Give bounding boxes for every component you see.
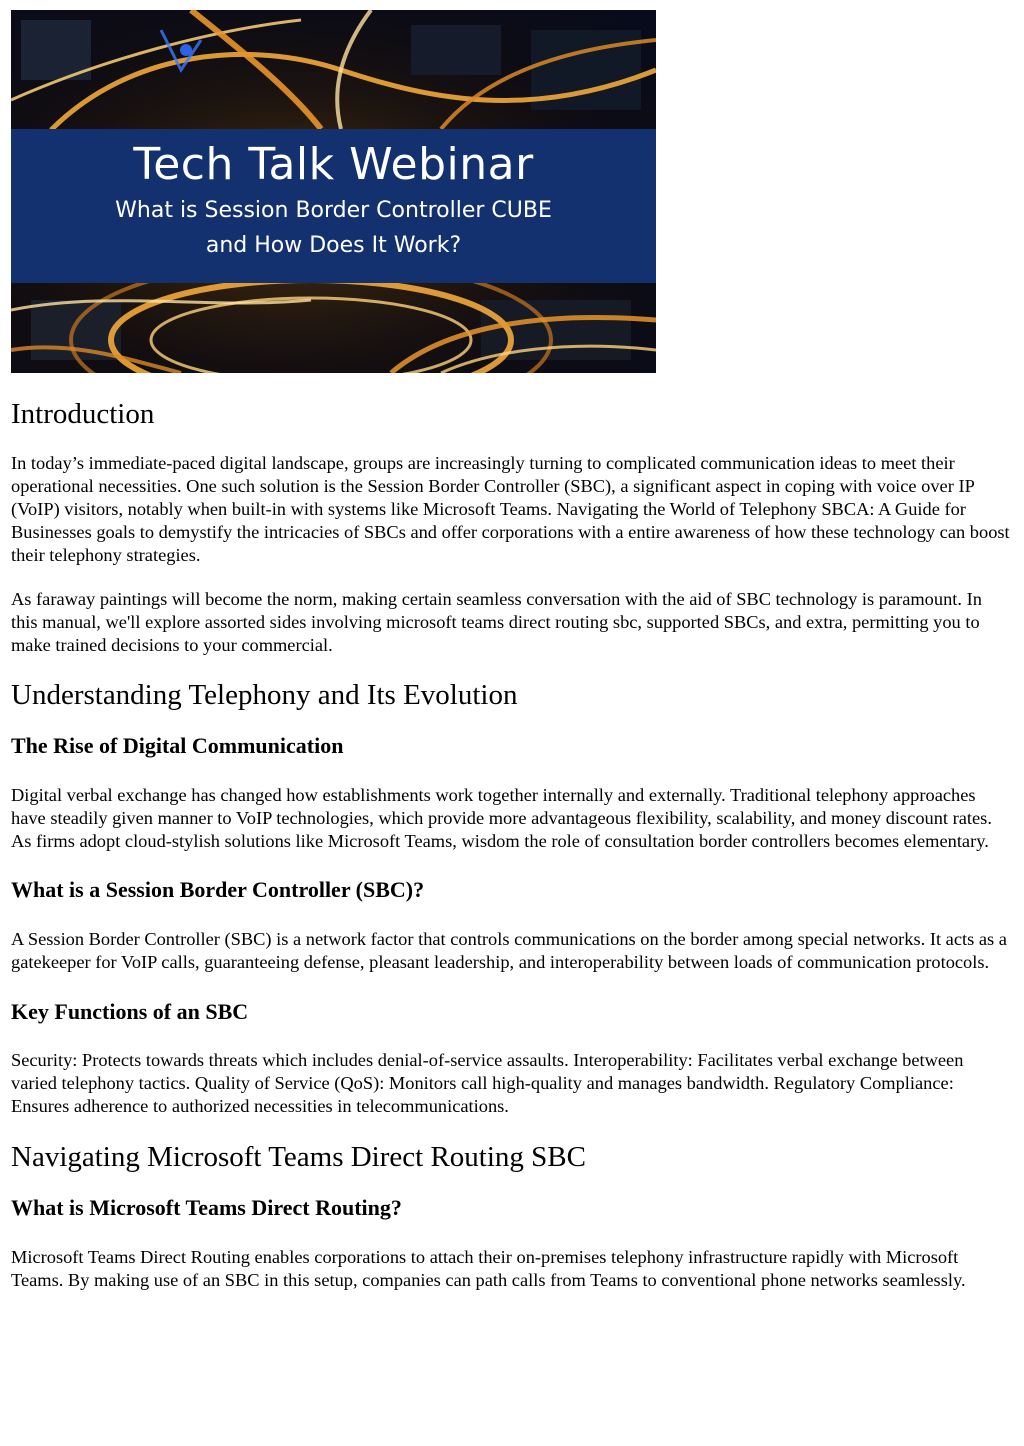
banner-subtitle-line1: What is Session Border Controller CUBE — [115, 198, 552, 223]
subheading-key-functions: Key Functions of an SBC — [11, 999, 249, 1024]
banner-title: Tech Talk Webinar — [133, 139, 534, 190]
subheading-rise-of-digital-communication: The Rise of Digital Communication — [11, 733, 344, 758]
article — [11, 10, 1011, 1292]
subheading-what-is-sbc: What is a Session Border Controller (SBC)? — [11, 877, 425, 902]
heading-introduction: Introduction — [11, 398, 155, 430]
rise-paragraph: Digital verbal exchange has changed how establishments work together internally and externally. Traditional telephony approaches have steadily given manner to VoIP technologies, which provide more advantageous flexibility, scalability, and money discount rates. As firms adopt cloud-stylish solutions like Microsoft Teams, wisdom the role of consultation border controllers becomes elementary. — [11, 785, 992, 851]
intro-paragraph-2: As faraway paintings will become the norm, making certain seamless conversation with the aid of SBC technology is paramount. In this manual, we'll explore assorted sides involving microsoft teams direct routing sbc, supported SBCs, and extra, permitting you to make trained decisions to your commercial. — [11, 589, 982, 655]
heading-navigating-teams-direct-routing: Navigating Microsoft Teams Direct Routing SBC — [11, 1141, 586, 1173]
what-is-sbc-paragraph: A Session Border Controller (SBC) is a network factor that controls communications on the border among special networks. It acts as a gatekeeper for VoIP calls, guaranteeing defense, pleasant leadership, and interoperability between loads of communication protocols. — [11, 929, 1007, 972]
heading-understanding-telephony: Understanding Telephony and Its Evolution — [11, 679, 518, 711]
subheading-what-is-teams-direct-routing: What is Microsoft Teams Direct Routing? — [11, 1195, 402, 1220]
teams-direct-routing-paragraph: Microsoft Teams Direct Routing enables corporations to attach their on-premises telephony infrastructure rapidly with Microsoft Teams. By making use of an SBC in this setup, companies can path calls from Teams to conventional phone networks seamlessly. — [11, 1247, 966, 1290]
webinar-banner-image — [11, 10, 656, 373]
banner-subtitle-line2: and How Does It Work? — [205, 233, 462, 258]
banner-title-band — [11, 129, 656, 283]
key-functions-paragraph: Security: Protects towards threats which includes denial-of-service assaults. Interoperability: Facilitates verbal exchange between varied telephony tactics. Quality of Service (QoS): Monitors call high-quality and manages bandwidth. Regulatory Compliance: Ensures adherence to authorized necessities in telecommunications. — [11, 1050, 964, 1116]
intro-paragraph-1: In today’s immediate-paced digital landscape, groups are increasingly turning to complicated communication ideas to meet their operational necessities. One such solution is the Session Border Controller (SBC), a significant aspect in coping with voice over IP (VoIP) visitors, notably when built-in with systems like Microsoft Teams. Navigating the World of Telephony SBCA: A Guide for Businesses goals to demystify the intricacies of SBCs and offer corporations with a entire awareness of how these technology can boost their telephony strategies. — [11, 453, 1010, 565]
